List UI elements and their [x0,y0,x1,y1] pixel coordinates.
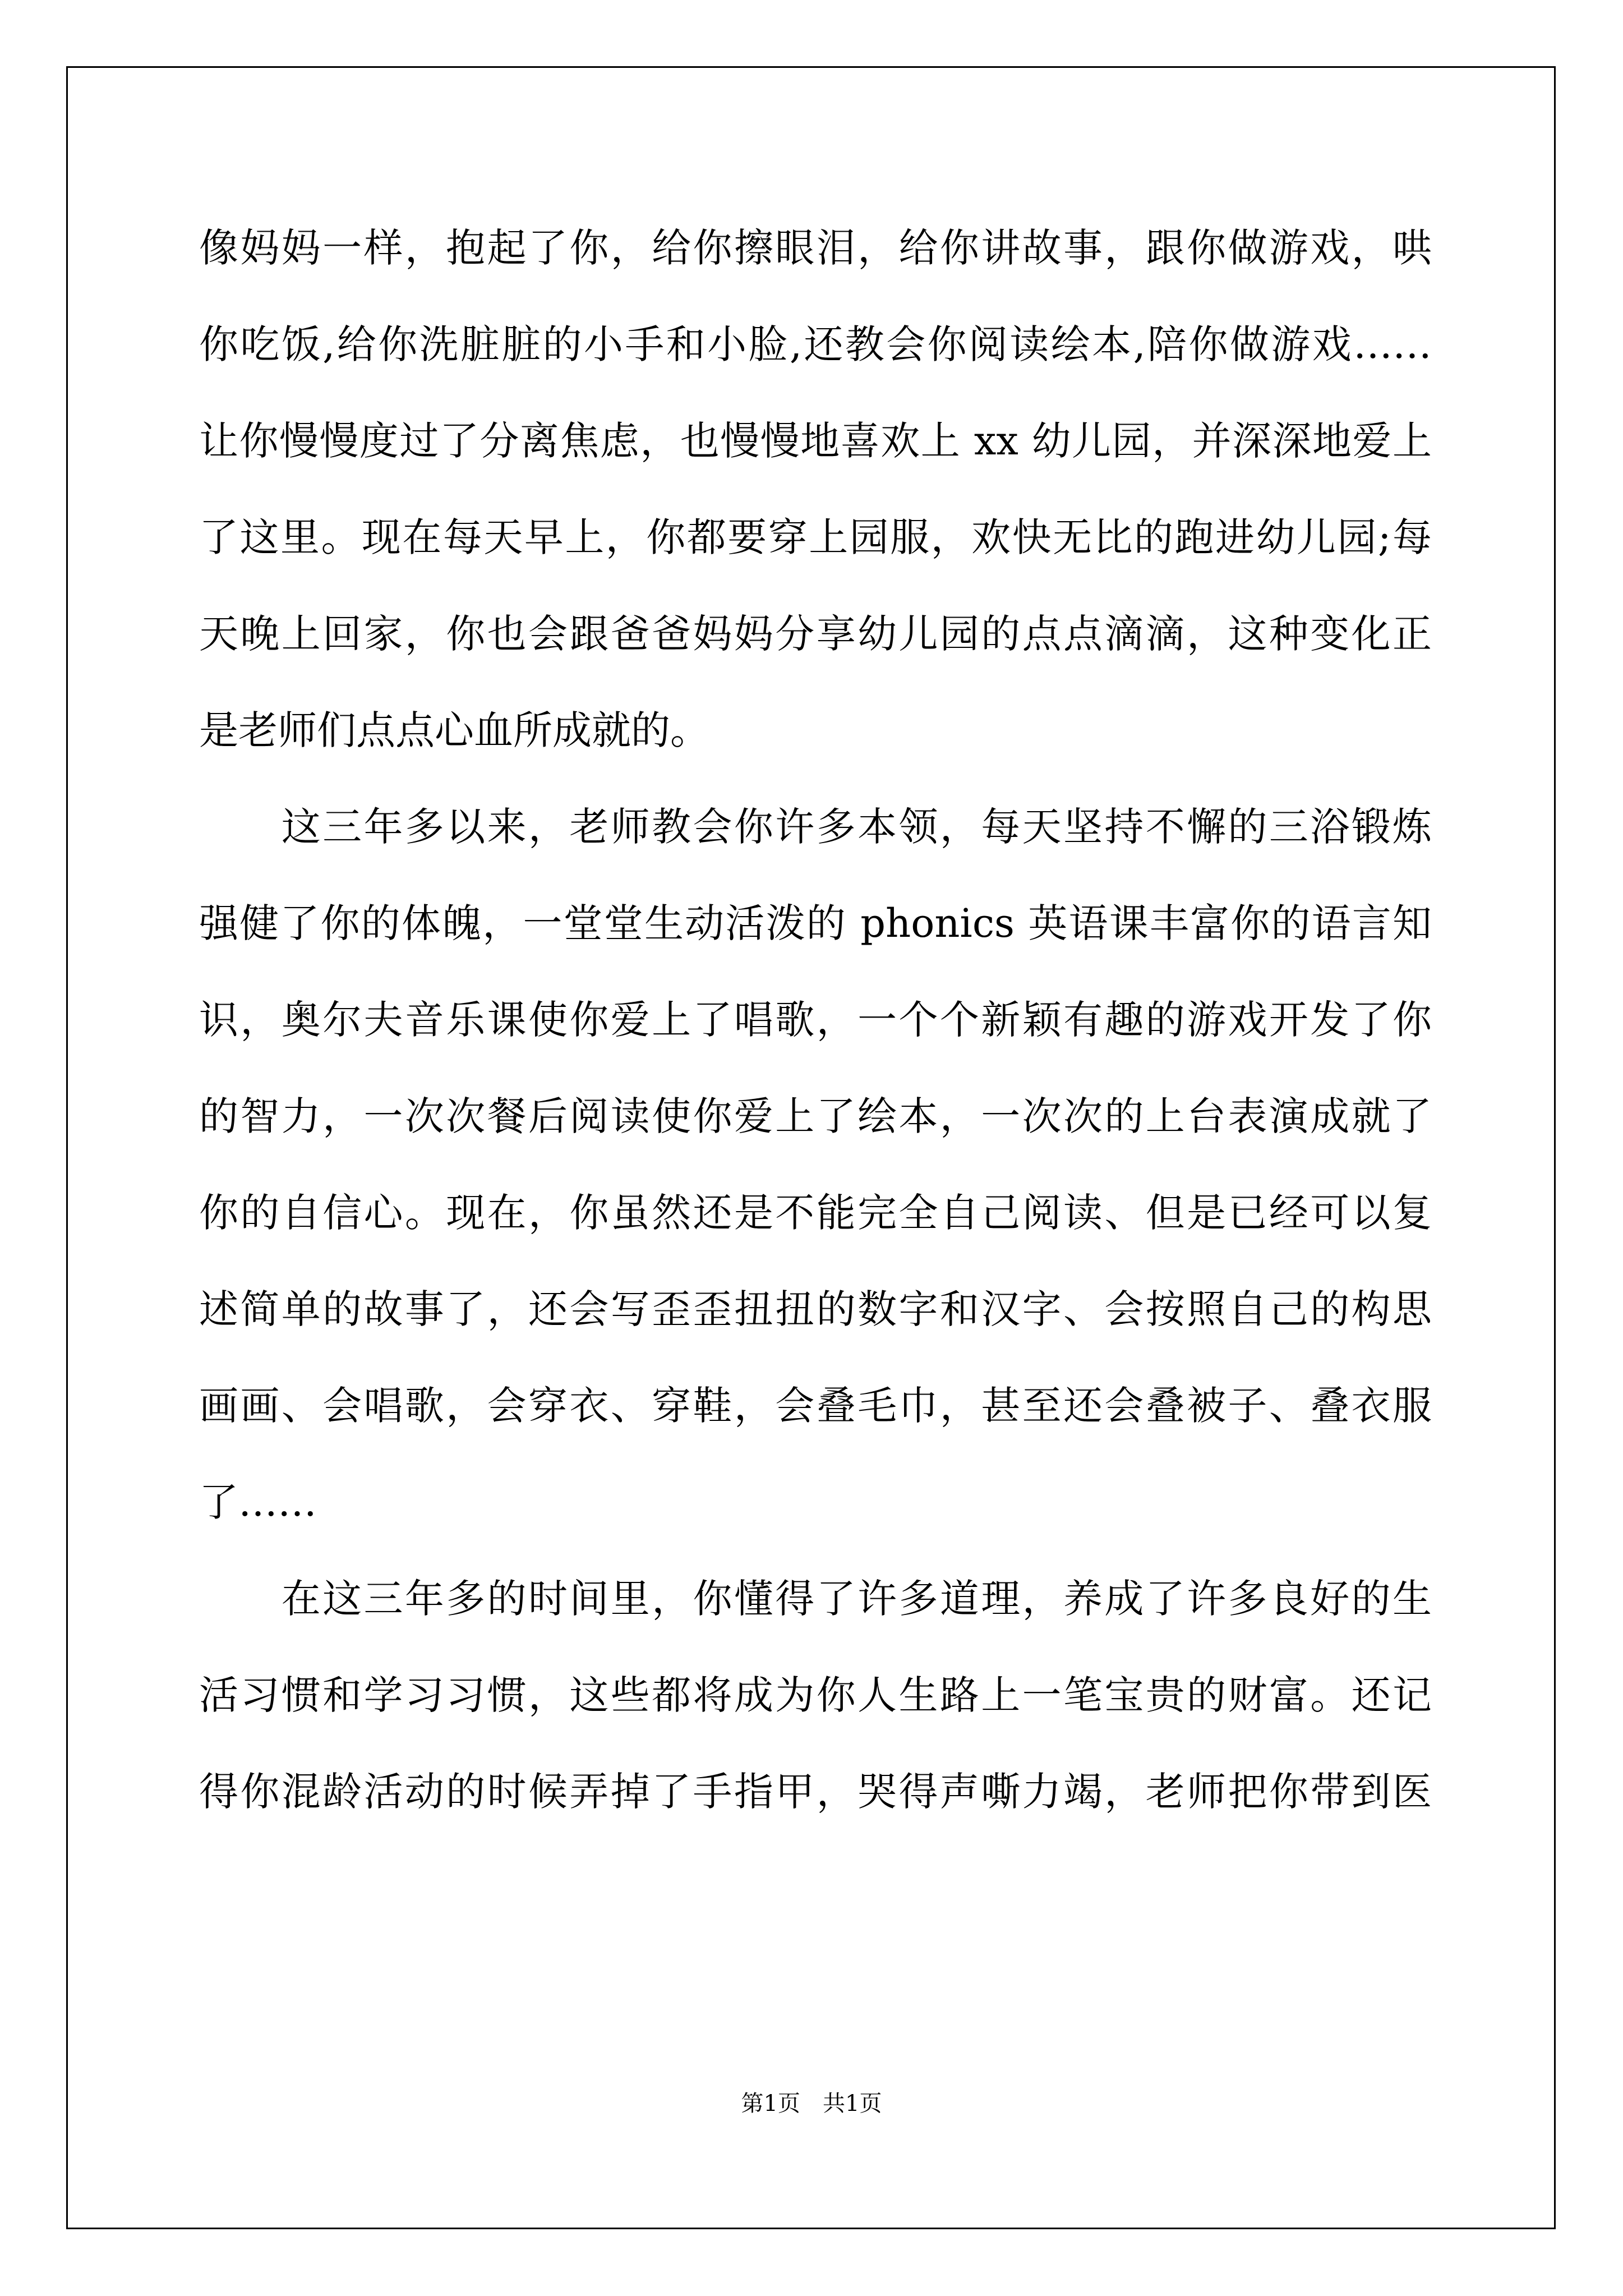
text-line: 天晚上回家，你也会跟爸爸妈妈分享幼儿园的点点滴滴，这种变化正 [199,611,1432,657]
text-line: 是老师们点点心血所成就的。 [199,707,709,753]
text-line: 识，奥尔夫音乐课使你爱上了唱歌，一个个新颖有趣的游戏开发了你 [199,997,1432,1043]
text-line: 活习惯和学习习惯，这些都将成为你人生路上一笔宝贵的财富。还记 [199,1672,1432,1718]
text-line: 的智力，一次次餐后阅读使你爱上了绘本，一次次的上台表演成就了 [199,1093,1432,1139]
text-line: 画画、会唱歌，会穿衣、穿鞋，会叠毛巾，甚至还会叠被子、叠衣服 [199,1383,1432,1429]
text-line: 像妈妈一样，抱起了你，给你擦眼泪，给你讲故事，跟你做游戏，哄 [199,225,1432,271]
text-line: 强健了你的体魄，一堂堂生动活泼的 phonics 英语课丰富你的语言知 [199,900,1432,946]
text-line: 述简单的故事了，还会写歪歪扭扭的数字和汉字、会按照自己的构思 [199,1286,1432,1332]
text-line: 了这里。现在每天早上，你都要穿上园服，欢快无比的跑进幼儿园;每 [199,514,1432,560]
text-line: 让你慢慢度过了分离焦虑，也慢慢地喜欢上 xx 幼儿园，并深深地爱上 [199,418,1432,464]
text-line: 了…… [199,1479,317,1525]
page-number-footer: 第1页 共1页 [741,2091,882,2116]
text-line: 你吃饭,给你洗脏脏的小手和小脸,还教会你阅读绘本,陪你做游戏…… [199,321,1432,367]
page-border [66,66,1556,2229]
text-line: 得你混龄活动的时候弄掉了手指甲，哭得声嘶力竭，老师把你带到医 [199,1769,1432,1815]
text-line: 这三年多以来，老师教会你许多本领，每天坚持不懈的三浴锻炼 [199,804,1432,850]
text-line: 你的自信心。现在，你虽然还是不能完全自己阅读、但是已经可以复 [199,1190,1432,1236]
text-line: 在这三年多的时间里，你懂得了许多道理，养成了许多良好的生 [199,1576,1432,1622]
